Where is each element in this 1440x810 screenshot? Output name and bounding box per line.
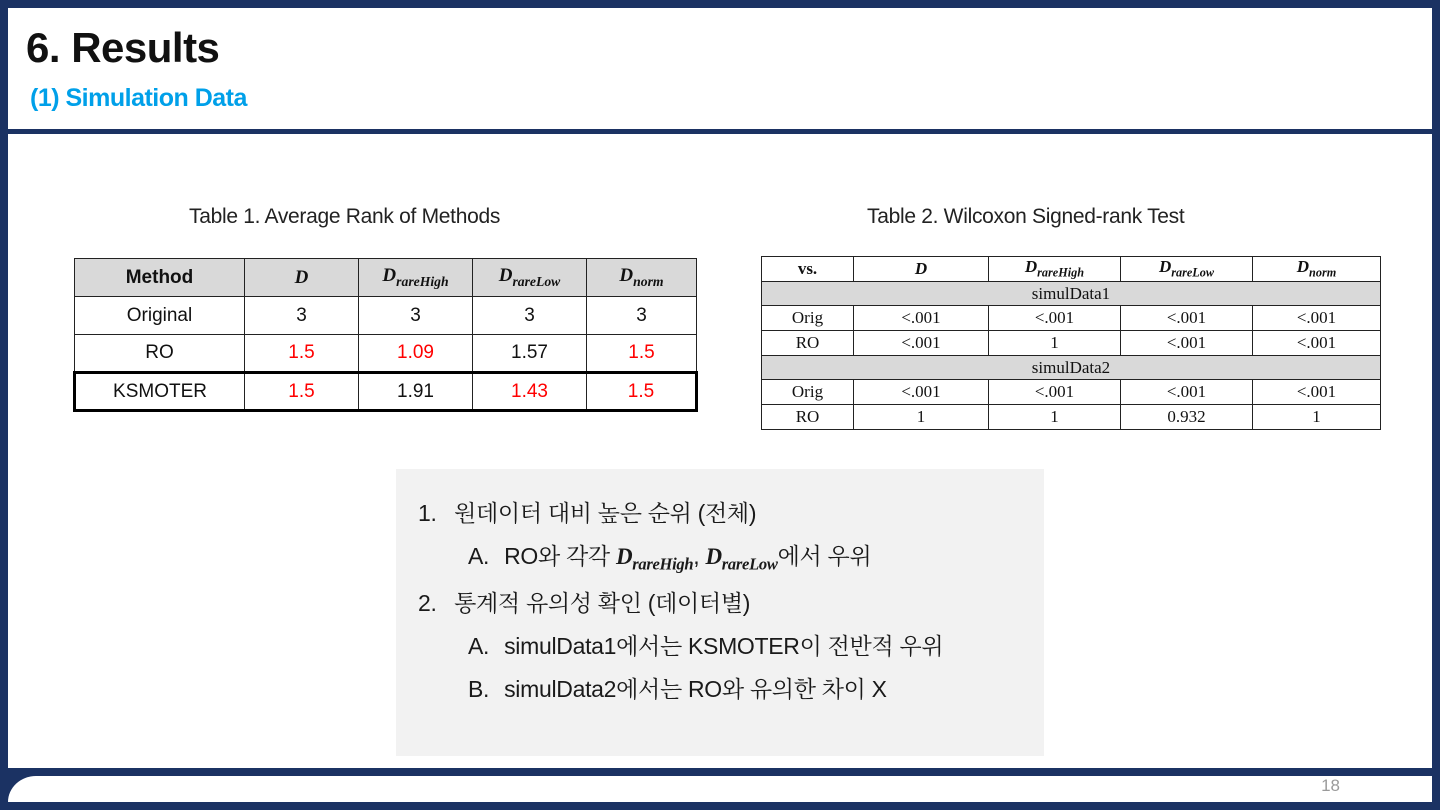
table1-cell-d-rarelow: 3: [473, 297, 587, 335]
note-item-1a: [396, 538, 1044, 575]
note-item-1a-number: A.: [468, 543, 490, 569]
table1-cell-d-rarelow: 1.57: [473, 335, 587, 373]
table2-group-header: [762, 356, 1381, 380]
table2: [761, 256, 1381, 430]
table2-col-d: D: [854, 257, 989, 282]
table2-cell-d-rarehigh: <.001: [989, 380, 1121, 405]
note-item-1-text: 원데이터 대비 높은 순위 (전체): [454, 500, 757, 526]
table2-cell-d-rarehigh: <.001: [989, 306, 1121, 331]
note-item-2a: [396, 628, 1044, 661]
table2-col-d-rarehigh: $D_{rareHigh}$: [989, 257, 1121, 282]
table2-cell-d-rarelow: <.001: [1121, 306, 1253, 331]
slide-border-top: [0, 0, 1440, 8]
note-item-1a-text-pre: RO와 각각: [504, 543, 616, 569]
table2-group-label: simulData2: [762, 356, 1381, 380]
table2-group-label: simulData1: [762, 282, 1381, 306]
note-math-d-rarehigh: $D_{rareHigh}$: [615, 544, 694, 574]
table2-cell-d-norm: <.001: [1253, 380, 1381, 405]
table2-cell-d-norm: <.001: [1253, 331, 1381, 356]
slide-border-left: [0, 0, 8, 810]
note-item-1a-text-post: 에서 우위: [777, 543, 872, 569]
slide-border-bottom-curve: [8, 776, 1432, 802]
table1-cell-d-rarehigh: 1.91: [359, 373, 473, 411]
table2-cell-d-rarelow: <.001: [1121, 380, 1253, 405]
table2-cell-d-rarelow: 0.932: [1121, 405, 1253, 430]
note-item-2-number: 2.: [418, 589, 437, 616]
table1-cell-d-norm: 3: [587, 297, 697, 335]
table2-cell-vs: Orig: [762, 306, 854, 331]
table2-header-row: [762, 257, 1381, 282]
table1-cell-method: RO: [75, 335, 245, 373]
table2-col-d-rarelow: $D_{rareLow}$: [1121, 257, 1253, 282]
table2-cell-d: <.001: [854, 380, 989, 405]
table2-cell-d-rarehigh: 1: [989, 331, 1121, 356]
table1-cell-d: 3: [245, 297, 359, 335]
table2-cell-d-norm: <.001: [1253, 306, 1381, 331]
table1: [73, 258, 698, 412]
page-subtitle: (1) Simulation Data: [30, 84, 247, 112]
table2-cell-vs: RO: [762, 331, 854, 356]
note-item-2a-number: A.: [468, 632, 490, 659]
table1-cell-d: 1.5: [245, 335, 359, 373]
table1-header-row: [75, 259, 697, 297]
table2-cell-vs: RO: [762, 405, 854, 430]
table-row: [762, 405, 1381, 430]
table1-col-d-rarehigh: $D_{rareHigh}$: [359, 259, 473, 297]
page-number: 18: [1321, 776, 1340, 795]
table2-cell-d-rarehigh: 1: [989, 405, 1121, 430]
table2-col-d-norm: $D_{norm}$: [1253, 257, 1381, 282]
table-row: [762, 306, 1381, 331]
table-row: [762, 331, 1381, 356]
note-item-2-text: 통계적 유의성 확인 (데이터별): [454, 589, 751, 616]
table2-group-header: [762, 282, 1381, 306]
table2-col-vs: vs.: [762, 257, 854, 282]
table1-cell-d-rarelow: 1.43: [473, 373, 587, 411]
note-item-1-number: 1.: [418, 500, 437, 526]
note-item-2b: [396, 671, 1044, 704]
table1-cell-d-rarehigh: 1.09: [359, 335, 473, 373]
table-row: [75, 297, 697, 335]
table1-cell-d-rarehigh: 3: [359, 297, 473, 335]
table2-cell-d: 1: [854, 405, 989, 430]
note-math-d-rarelow: $D_{rareLow}$: [705, 544, 778, 574]
table1-cell-d: 1.5: [245, 373, 359, 411]
table-row: [75, 373, 697, 411]
table-row: [75, 335, 697, 373]
table1-caption: Table 1. Average Rank of Methods: [189, 205, 501, 228]
summary-notes-box: [396, 469, 1044, 756]
table2-cell-d: <.001: [854, 331, 989, 356]
table1-cell-method: Original: [75, 297, 245, 335]
page-title: 6. Results: [26, 24, 220, 71]
note-item-2b-text: simulData2에서는 RO와 유의한 차이 X: [504, 675, 887, 702]
table2-caption: Table 2. Wilcoxon Signed-rank Test: [867, 205, 1185, 228]
note-item-2: [396, 585, 1044, 618]
table2-cell-d-rarelow: <.001: [1121, 331, 1253, 356]
table-row: [762, 380, 1381, 405]
note-item-2a-text: simulData1에서는 KSMOTER이 전반적 우위: [504, 632, 944, 659]
table2-cell-d-norm: 1: [1253, 405, 1381, 430]
table1-col-d-rarelow: $D_{rareLow}$: [473, 259, 587, 297]
table1-cell-d-norm: 1.5: [587, 373, 697, 411]
table2-cell-vs: Orig: [762, 380, 854, 405]
table1-cell-d-norm: 1.5: [587, 335, 697, 373]
note-item-2b-number: B.: [468, 675, 490, 702]
slide-border-right: [1432, 0, 1440, 810]
note-item-1: [396, 495, 1044, 528]
table1-cell-method: KSMOTER: [75, 373, 245, 411]
table1-col-d-norm: $D_{norm}$: [587, 259, 697, 297]
note-comma: ,: [693, 543, 706, 569]
slide-header: [8, 8, 1432, 134]
table1-col-method: Method: [75, 259, 245, 297]
table2-cell-d: <.001: [854, 306, 989, 331]
table1-col-d: D: [245, 259, 359, 297]
